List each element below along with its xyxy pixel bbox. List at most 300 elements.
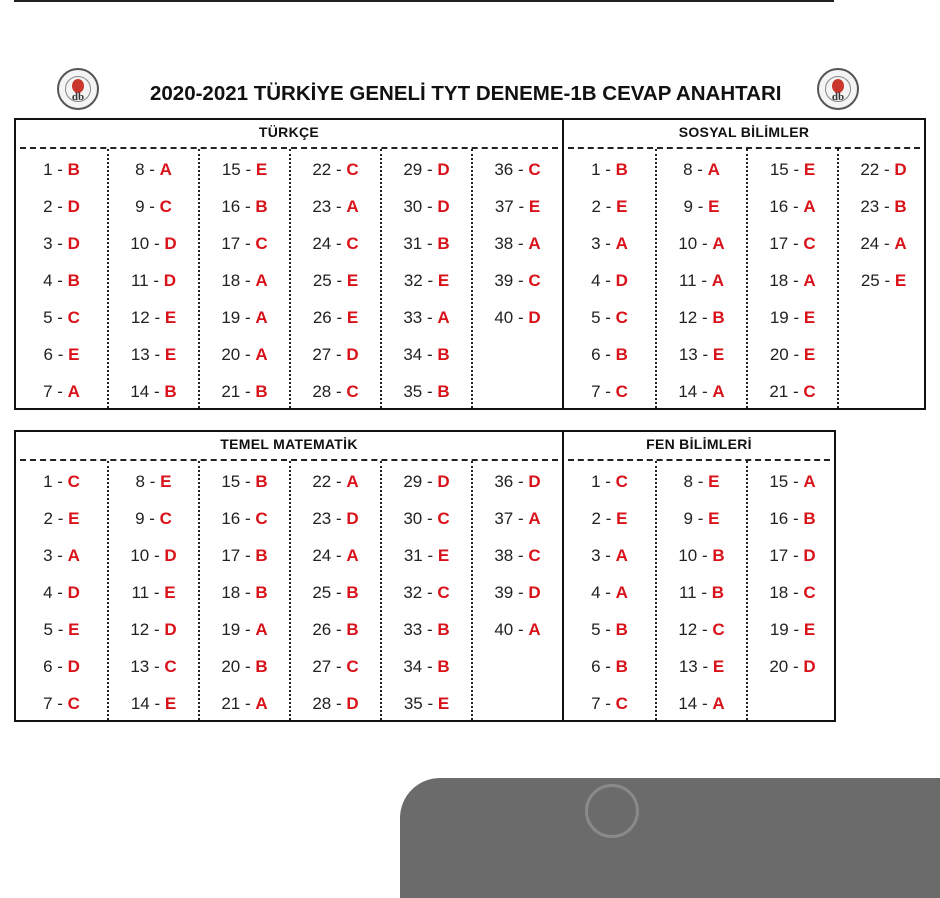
answer-cell: 15 - E [769,160,816,179]
answer-cell: 18 - C [769,583,816,602]
answer-cell: 12 - C [678,620,725,639]
question-number: 20 [221,345,241,364]
question-number: 11 [131,583,150,602]
answer-cell: 17 - B [221,546,268,565]
answer-letter: A [67,546,80,565]
question-number: 1 [591,160,601,179]
answer-column [655,149,746,408]
answer-cell: 19 - A [221,620,268,639]
answer-letter: A [803,197,816,216]
seal-left-logo [57,68,99,110]
question-number: 24 [860,234,880,253]
answer-cell: 25 - B [312,583,359,602]
question-number: 6 [43,657,53,676]
answer-column [289,149,380,408]
answer-cell: 27 - D [312,345,359,364]
answer-cell: 7 - C [591,694,628,713]
answer-letter: B [255,382,268,401]
answer-cell: 36 - C [494,160,541,179]
answer-cell: 34 - B [403,345,450,364]
question-number: 18 [769,583,789,602]
answer-cell: 38 - A [494,234,541,253]
answer-letter: C [67,694,80,713]
question-number: 5 [43,308,53,327]
answer-cell: 11 - E [131,583,176,602]
answer-letter: E [164,345,177,364]
answer-cell: 10 - D [130,234,177,253]
answer-cell: 18 - A [221,271,268,290]
answer-letter: D [528,308,541,327]
answer-cell: 2 - E [591,509,628,528]
answer-letter: A [894,234,907,253]
question-number: 16 [769,197,789,216]
answer-cell: 16 - C [221,509,268,528]
question-number: 19 [221,620,241,639]
answer-letter: A [615,583,628,602]
seal-right-logo [817,68,859,110]
question-number: 18 [221,583,241,602]
answer-letter: D [67,657,80,676]
answer-cell: 3 - A [591,546,628,565]
question-number: 40 [494,308,514,327]
question-number: 8 [135,160,145,179]
answer-letter: E [437,271,450,290]
answer-cell: 14 - A [678,382,725,401]
question-number: 30 [403,509,423,528]
question-number: 4 [43,271,53,290]
answer-cell: 5 - E [43,620,80,639]
question-number: 26 [312,620,332,639]
section-fen-bilimleri [562,432,834,720]
answer-cell: 8 - A [135,160,172,179]
answer-cell: 9 - C [135,197,172,216]
question-number: 7 [43,694,53,713]
answer-letter: E [164,308,177,327]
answer-letter: C [346,234,359,253]
answer-cell: 25 - E [860,271,907,290]
answer-letter: A [255,620,268,639]
answer-letter: B [437,657,450,676]
answer-cell: 27 - C [312,657,359,676]
answer-cell: 5 - C [43,308,80,327]
section-temel-matematik [16,432,562,720]
answer-letter: A [615,546,628,565]
question-number: 17 [769,546,789,565]
question-number: 17 [221,546,241,565]
question-number: 11 [678,271,697,290]
answer-cell: 19 - E [769,620,816,639]
answer-cell: 37 - A [494,509,541,528]
section-title: TÜRKÇE [258,124,320,140]
seal-left-text: db [71,91,85,103]
question-number: 22 [860,160,880,179]
answer-letter: C [437,583,450,602]
answer-cell: 2 - E [591,197,628,216]
answer-letter: A [67,382,80,401]
question-number: 4 [591,271,601,290]
answer-cell: 2 - D [43,197,80,216]
answer-letter: E [68,345,80,364]
answer-letter: A [255,345,268,364]
question-number: 13 [130,345,150,364]
answer-letter: B [712,546,725,565]
question-number: 12 [678,308,698,327]
answer-cell: 22 - D [860,160,907,179]
answer-letter: A [528,509,541,528]
answer-cell: 7 - C [43,694,80,713]
question-number: 2 [591,197,601,216]
answer-letter: C [159,197,172,216]
answer-cell: 4 - D [591,271,628,290]
answer-letter: C [346,382,359,401]
question-number: 34 [403,657,423,676]
answer-letter: D [67,197,80,216]
question-number: 28 [312,694,332,713]
answer-cell: 38 - C [494,546,541,565]
answer-cell: 20 - D [769,657,816,676]
answer-letter: D [67,234,80,253]
answer-letter: C [67,308,80,327]
answer-cell: 16 - B [221,197,268,216]
answer-cell: 5 - C [591,308,628,327]
answer-cell: 37 - E [494,197,541,216]
answer-letter: E [712,657,725,676]
answer-cell: 1 - B [43,160,80,179]
question-number: 14 [130,382,150,401]
question-number: 8 [135,472,145,491]
answer-letter: D [164,234,177,253]
question-number: 13 [678,657,698,676]
answer-column [746,461,837,720]
answer-letter: B [164,382,177,401]
answer-letter: B [615,160,628,179]
answer-letter: C [615,472,628,491]
answer-letter: E [437,694,450,713]
question-number: 1 [591,472,601,491]
answer-cell: 40 - A [494,620,541,639]
answer-cell: 24 - A [312,546,359,565]
question-number: 2 [591,509,601,528]
answer-cell: 4 - D [43,583,80,602]
answer-letter: E [255,160,268,179]
answer-cell: 30 - C [403,509,450,528]
answer-letter: A [346,546,359,565]
question-number: 11 [678,583,697,602]
question-number: 6 [591,657,601,676]
answer-cell: 34 - B [403,657,450,676]
section-title: FEN BİLİMLERİ [646,436,752,452]
answer-cell: 14 - B [130,382,177,401]
answer-cell: 12 - B [678,308,725,327]
question-number: 23 [860,197,880,216]
question-number: 3 [591,546,601,565]
question-number: 3 [591,234,601,253]
answer-cell: 31 - E [403,546,450,565]
answer-letter: C [346,657,359,676]
answer-cell: 18 - A [769,271,816,290]
answer-letter: A [255,308,268,327]
question-number: 10 [130,546,150,565]
answer-cell: 16 - A [769,197,816,216]
section-title: TEMEL MATEMATİK [220,436,358,452]
answer-cell: 10 - D [130,546,177,565]
answer-cell: 26 - B [312,620,359,639]
answer-cell: 15 - A [769,472,816,491]
answer-cell: 22 - A [312,472,359,491]
answer-cell: 19 - A [221,308,268,327]
answer-letter: E [708,509,720,528]
question-number: 25 [312,583,332,602]
question-number: 38 [494,546,514,565]
answer-letter: B [67,160,80,179]
answer-letter: A [712,694,725,713]
answer-column [380,461,471,720]
answer-letter: D [437,197,450,216]
question-number: 18 [221,271,241,290]
question-number: 25 [312,271,332,290]
question-number: 38 [494,234,514,253]
answer-letter: A [255,694,268,713]
answer-letter: A [346,197,359,216]
answer-letter: B [67,271,80,290]
question-number: 37 [494,197,514,216]
answer-letter: C [255,234,268,253]
question-number: 20 [769,345,789,364]
answer-letter: D [437,160,450,179]
answer-cell: 11 - D [130,271,177,290]
question-number: 31 [403,546,423,565]
answer-column [837,149,928,408]
question-number: 16 [221,509,241,528]
answer-cell: 29 - D [403,472,450,491]
answer-cell: 7 - A [43,382,80,401]
question-number: 29 [403,160,423,179]
answer-cell: 11 - B [678,583,725,602]
answer-cell: 23 - B [860,197,907,216]
answer-letter: B [437,345,450,364]
question-number: 21 [221,694,241,713]
question-number: 12 [130,308,150,327]
top-rule [14,0,834,2]
circle-icon [585,784,639,838]
question-number: 5 [591,308,601,327]
answer-cell: 24 - A [860,234,907,253]
question-number: 11 [130,271,149,290]
answer-letter: E [803,308,816,327]
question-number: 32 [403,583,423,602]
answer-letter: A [528,620,541,639]
answer-cell: 5 - B [591,620,628,639]
answer-column [198,461,289,720]
answer-letter: A [615,234,628,253]
answer-cell: 20 - B [221,657,268,676]
answer-letter: E [346,308,359,327]
answer-cell: 10 - B [678,546,725,565]
answer-cell: 2 - E [43,509,80,528]
question-number: 27 [312,657,332,676]
answer-letter: E [164,694,177,713]
answer-letter: D [803,657,816,676]
answer-column [16,461,107,720]
answer-letter: C [712,620,725,639]
answer-cell: 33 - B [403,620,450,639]
question-number: 22 [312,160,332,179]
answer-letter: E [68,509,80,528]
question-number: 33 [403,308,423,327]
answer-letter: B [711,583,725,602]
answer-cell: 4 - B [43,271,80,290]
answer-letter: B [346,583,359,602]
answer-letter: E [803,620,816,639]
answer-column [564,461,655,720]
answer-cell: 32 - E [403,271,450,290]
answer-cell: 28 - D [312,694,359,713]
answer-letter: A [711,271,725,290]
answer-letter: E [346,271,359,290]
answer-letter: A [803,271,816,290]
question-number: 19 [221,308,241,327]
answer-letter: E [437,546,450,565]
question-number: 7 [591,382,601,401]
question-number: 13 [678,345,698,364]
answer-letter: E [803,345,816,364]
question-number: 39 [494,583,514,602]
answer-cell: 12 - E [130,308,177,327]
answer-cell: 17 - C [221,234,268,253]
question-number: 15 [221,160,241,179]
answer-cell: 13 - E [130,345,177,364]
answer-cell: 8 - E [135,472,172,491]
answer-letter: D [528,583,541,602]
question-number: 26 [312,308,332,327]
question-number: 12 [130,620,150,639]
answer-cell: 6 - D [43,657,80,676]
answer-cell: 35 - E [403,694,450,713]
question-number: 17 [221,234,241,253]
question-number: 10 [678,234,698,253]
answer-cell: 13 - C [130,657,177,676]
answer-letter: B [255,197,268,216]
answer-cell: 32 - C [403,583,450,602]
answer-cell: 17 - D [769,546,816,565]
answer-letter: D [437,472,450,491]
question-number: 3 [43,546,53,565]
answer-cell: 20 - A [221,345,268,364]
answer-letter: E [712,345,725,364]
answer-letter: A [159,160,172,179]
answer-cell: 28 - C [312,382,359,401]
answer-column [471,149,562,408]
answer-cell: 8 - A [683,160,720,179]
answer-cell: 6 - B [591,345,628,364]
answer-letter: C [164,657,177,676]
answer-letter: D [346,509,359,528]
answer-letter: C [159,509,172,528]
answer-cell: 31 - B [403,234,450,253]
answer-cell: 13 - E [678,657,725,676]
question-number: 16 [769,509,789,528]
answer-letter: E [616,197,628,216]
answer-letter: C [615,694,628,713]
answer-letter: A [437,308,450,327]
answer-letter: B [255,472,268,491]
answer-cell: 30 - D [403,197,450,216]
answer-cell: 1 - C [43,472,80,491]
answer-cell: 3 - D [43,234,80,253]
answer-letter: E [68,620,80,639]
answer-letter: A [707,160,720,179]
question-number: 13 [130,657,150,676]
question-number: 7 [591,694,601,713]
answer-letter: B [615,345,628,364]
answer-letter: C [346,160,359,179]
answer-cell: 22 - C [312,160,359,179]
question-number: 20 [221,657,241,676]
answer-cell: 15 - B [221,472,268,491]
question-number: 5 [43,620,53,639]
answer-letter: B [615,657,628,676]
question-number: 40 [494,620,514,639]
answer-cell: 16 - B [769,509,816,528]
answer-cell: 6 - E [43,345,80,364]
answer-letter: E [708,472,720,491]
question-number: 4 [591,583,601,602]
answer-cell: 23 - D [312,509,359,528]
question-number: 18 [769,271,789,290]
answer-cell: 35 - B [403,382,450,401]
answer-column [564,149,655,408]
answer-letter: A [346,472,359,491]
answer-letter: C [67,472,80,491]
answer-cell: 9 - C [135,509,172,528]
question-number: 32 [403,271,423,290]
answer-letter: B [437,620,450,639]
answer-column [107,461,198,720]
answer-cell: 10 - A [678,234,725,253]
answer-letter: C [528,546,541,565]
question-number: 9 [135,509,145,528]
page-title: 2020-2021 TÜRKİYE GENELİ TYT DENEME-1B CEVAP ANAHTARI [150,82,782,105]
answer-table-top [14,118,926,410]
answer-cell: 20 - E [769,345,816,364]
answer-cell: 3 - A [591,234,628,253]
answer-letter: D [803,546,816,565]
answer-letter: E [803,160,816,179]
question-number: 9 [683,197,693,216]
answer-letter: B [437,382,450,401]
question-number: 25 [860,271,880,290]
answer-cell: 15 - E [221,160,268,179]
answer-cell: 39 - D [494,583,541,602]
answer-cell: 9 - E [683,197,720,216]
answer-cell: 8 - E [683,472,720,491]
answer-cell: 1 - C [591,472,628,491]
question-number: 8 [683,160,693,179]
question-number: 14 [130,694,150,713]
question-number: 6 [43,345,53,364]
answer-letter: C [615,382,628,401]
answer-letter: B [255,657,268,676]
question-number: 33 [403,620,423,639]
question-number: 15 [769,472,789,491]
answer-letter: B [712,308,725,327]
answer-cell: 11 - A [678,271,725,290]
answer-letter: B [894,197,907,216]
answer-column [655,461,746,720]
question-number: 8 [683,472,693,491]
answer-letter: C [803,234,816,253]
answer-letter: A [712,234,725,253]
